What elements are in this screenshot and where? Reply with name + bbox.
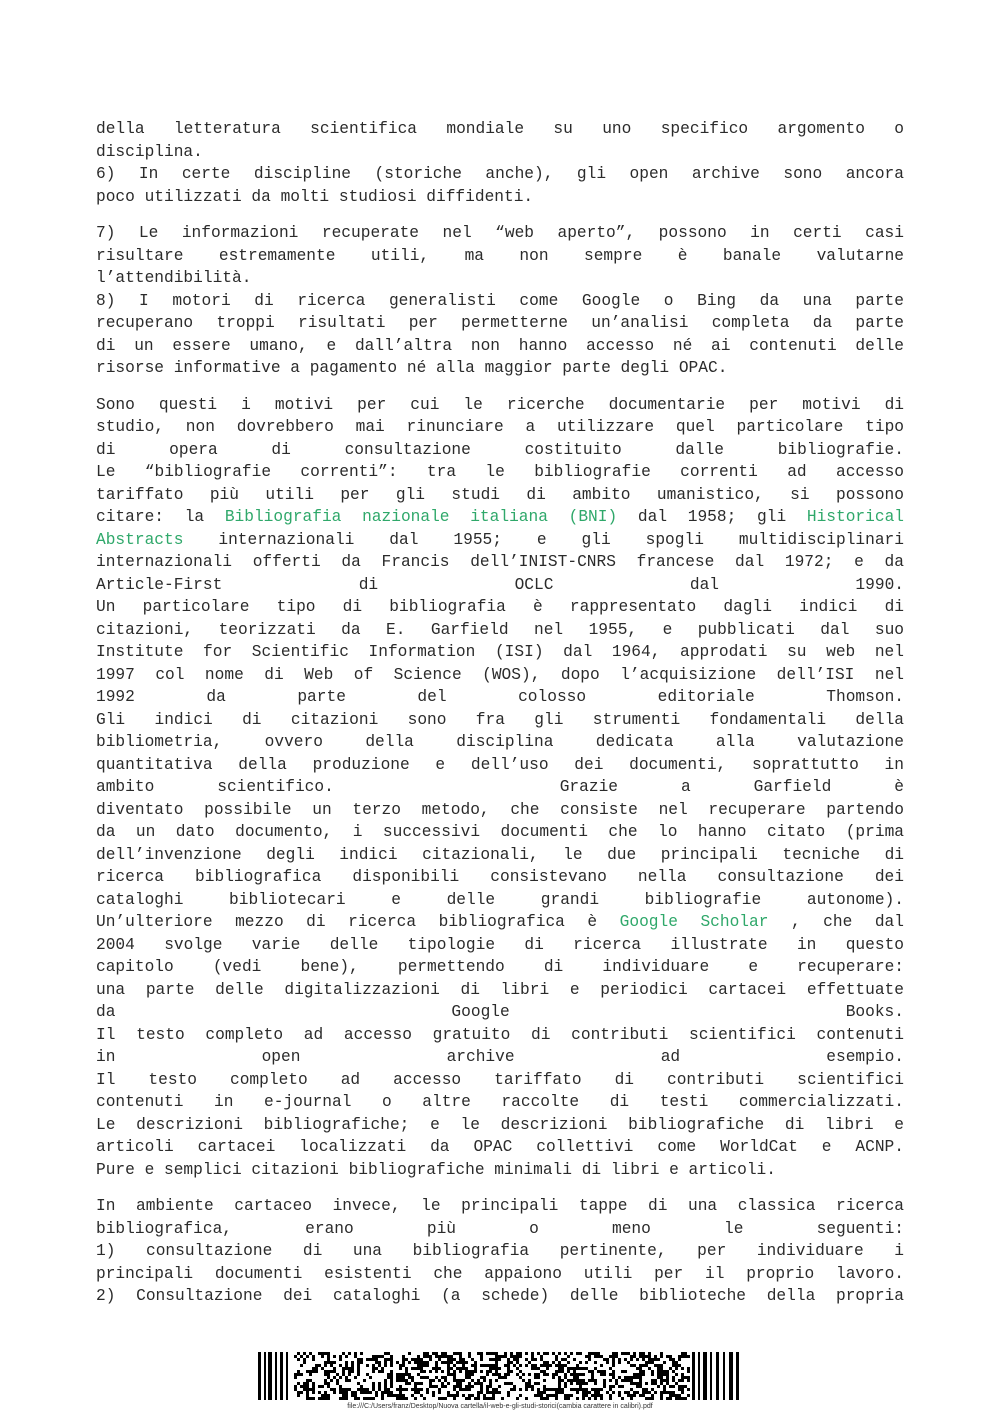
text-line: 1) consultazione di una bibliografia pertinente, per individuare i (96, 1242, 904, 1260)
text-line: 1992 da parte del colosso editoriale Thomson. (96, 688, 904, 706)
text-line: citazioni, teorizzati da E. Garfield nel 1955, e pubblicati dal suo (96, 620, 904, 639)
text-line: dell’invenzione degli indici citazionali, le due principali tecniche di (96, 845, 904, 864)
hyperlink[interactable]: Bibliografia nazionale italiana (BNI) (224, 508, 618, 526)
hyperlink[interactable]: Abstracts (96, 530, 184, 549)
text-line: Institute for Scientific Information (ISI) dal 1964, approdati su web nel (96, 643, 904, 661)
text-line: Il testo completo ad accesso tariffato di contributi scientifici (96, 1070, 904, 1089)
paragraph (96, 118, 904, 208)
text-line (96, 529, 904, 552)
text-segment: dal 1958; gli (637, 508, 807, 526)
hyperlink[interactable]: Google Scholar (619, 913, 769, 931)
barcode-image (258, 1352, 742, 1400)
text-line: Le descrizioni bibliografiche; e le descrizioni bibliografiche di libri e (96, 1115, 904, 1134)
text-line: recuperano troppi risultati per permetterne un’analisi completa da parte (96, 314, 904, 332)
text-line: Un particolare tipo di bibliografia è rappresentato dagli indici di (96, 598, 904, 616)
text-line: risorse informative a pagamento né alla maggior parte degli OPAC. (96, 359, 728, 377)
text-segment: citare: la (96, 508, 225, 526)
text-line: ricerca bibliografica disponibili consistevano nella consultazione dei (96, 868, 904, 886)
text-line: bibliografica, erano più o meno le seguenti: (96, 1219, 904, 1238)
text-line: studio, non dovrebbero mai rinunciare a utilizzare quel particolare tipo (96, 418, 904, 436)
text-line: contenuti in e-journal o altre raccolte di testi commercializzati. (96, 1093, 904, 1111)
text-line: tariffato più utili per gli studi di ambito umanistico, si possono (96, 485, 904, 504)
text-line: internazionali offerti da Francis dell’INIST-CNRS francese dal 1972; e da (96, 553, 904, 571)
text-line: quantitativa della produzione e dell’uso dei documenti, soprattutto in (96, 755, 904, 774)
text-line: Il testo completo ad accesso gratuito di contributi scientifici contenuti (96, 1025, 904, 1044)
text-line: poco utilizzati da molti studiosi diffidenti. (96, 187, 534, 206)
text-line: risultare estremamente utili, ma non sempre è banale valutarne (96, 246, 904, 265)
text-line: 7) Le informazioni recuperate nel “web aperto”, possono in certi casi (96, 224, 904, 242)
footer-file-path: file:///C:/Users/franz/Desktop/Nuova cartella/il-web-e-gli-studi-storici(cambia carattere in calibri).pdf (347, 1403, 653, 1410)
text-line (96, 776, 904, 799)
text-line: di un essere umano, e dall’altra non hanno accesso né ai contenuti delle (96, 336, 904, 355)
text-line: Gli indici di citazioni sono fra gli strumenti fondamentali della (96, 710, 904, 729)
text-line: In ambiente cartaceo invece, le principali tappe di una classica ricerca (96, 1197, 904, 1215)
text-line: Le “bibliografie correnti”: tra le bibliografie correnti ad accesso (96, 463, 904, 481)
document-body (96, 118, 904, 1322)
paragraph (96, 1195, 904, 1308)
text-segment: , che dal (790, 913, 904, 931)
text-line: 2004 svolge varie delle tipologie di ricerca illustrate in questo (96, 935, 904, 954)
text-line: da Google Books. (96, 1003, 904, 1021)
text-line: l’attendibilità. (96, 269, 252, 287)
text-line: di opera di consultazione costituito dalle bibliografie. (96, 440, 904, 459)
text-segment: internazionali dal 1955; e gli spogli multidisciplinari (218, 530, 904, 549)
text-line: cataloghi bibliotecari e delle grandi bibliografie autonome). (96, 890, 904, 909)
text-line: capitolo (vedi bene), permettendo di individuare e recuperare: (96, 958, 904, 976)
text-line: diventato possibile un terzo metodo, che consiste nel recuperare partendo (96, 800, 904, 819)
text-line: Sono questi i motivi per cui le ricerche documentarie per motivi di (96, 395, 904, 414)
text-line: 6) In certe discipline (storiche anche), gli open archive sono ancora (96, 165, 904, 183)
text-segment: ambito scientifico. (96, 778, 334, 796)
text-line: in open archive ad esempio. (96, 1048, 904, 1066)
text-line (96, 911, 904, 934)
text-segment: Un’ulteriore mezzo di ricerca bibliografica è (96, 913, 620, 931)
text-line: 8) I motori di ricerca generalisti come Google o Bing da una parte (96, 291, 904, 310)
text-segment: Grazie a Garfield è (559, 778, 904, 796)
text-line: Pure e semplici citazioni bibliografiche minimali di libri e articoli. (96, 1160, 776, 1179)
text-line: Article-First di OCLC dal 1990. (96, 575, 904, 594)
text-line: disciplina. (96, 142, 203, 161)
text-line: 2) Consultazione dei cataloghi (a schede) delle biblioteche della propria (96, 1287, 904, 1305)
paragraph (96, 394, 904, 1182)
text-line: 1997 col nome di Web of Science (WOS), dopo l’acquisizione dell’ISI nel (96, 665, 904, 684)
text-line: articoli cartacei localizzati da OPAC collettivi come WorldCat e ACNP. (96, 1138, 904, 1156)
text-line: della letteratura scientifica mondiale su uno specifico argomento o (96, 120, 904, 138)
text-line: una parte delle digitalizzazioni di libri e periodici cartacei effettuate (96, 980, 904, 999)
hyperlink[interactable]: Historical (806, 508, 905, 526)
text-line: da un dato documento, i successivi documenti che lo hanno citato (prima (96, 823, 904, 841)
text-line: principali documenti esistenti che appaiono utili per il proprio lavoro. (96, 1264, 904, 1283)
text-line: bibliometria, ovvero della disciplina dedicata alla valutazione (96, 733, 904, 751)
text-line (96, 506, 904, 529)
paragraph (96, 222, 904, 380)
